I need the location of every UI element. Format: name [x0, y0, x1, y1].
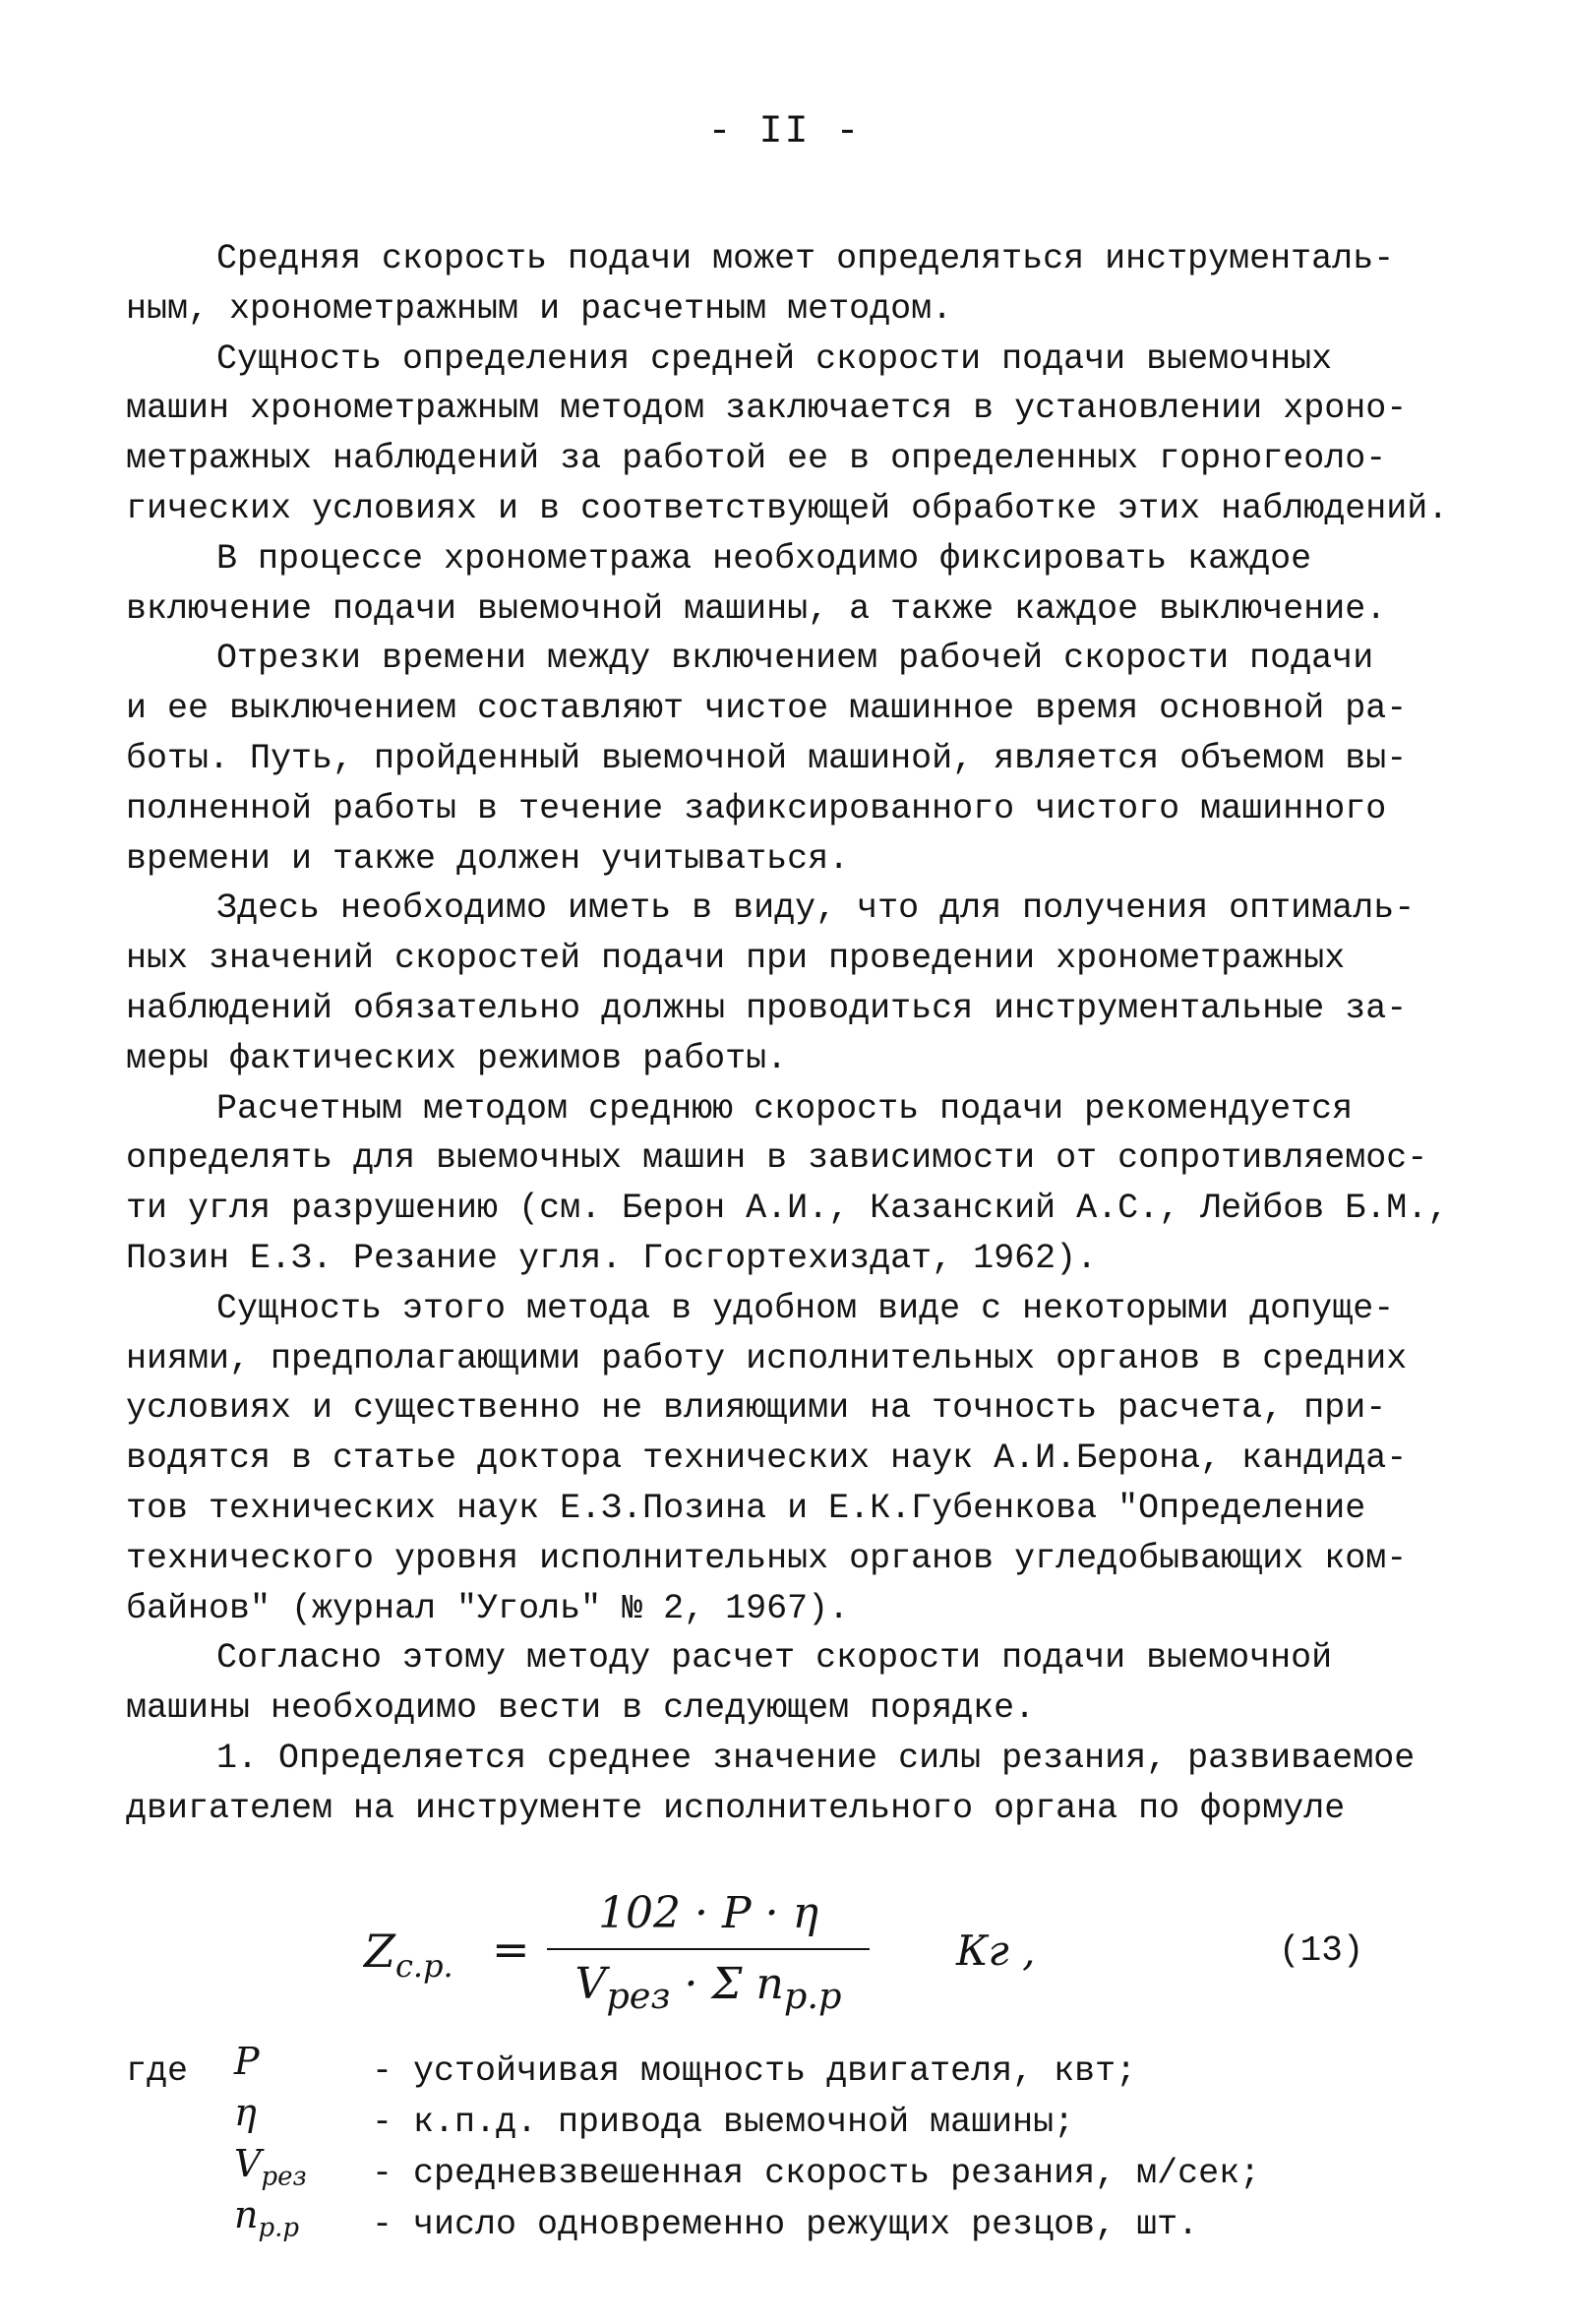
paragraph-9: 1. Определяется среднее значение силы резания, развиваемое двигателем на инструменте исполнительного органа по формуле — [126, 1738, 1416, 1828]
paragraph-4: Отрезки времени между включением рабочей скорости подачи и ее выключением составляют чистое машинное время основной ра- боты. Путь, пройденный выемочной машиной, является объемом вы- полненной работы в течение зафиксированного чистого машинного времени и также должен учитываться. — [126, 639, 1408, 879]
page-number: - II - — [707, 110, 862, 154]
legend-symbol — [234, 2091, 372, 2141]
legend-text: - число одновременно режущих резцов, шт. — [372, 2205, 1199, 2244]
fraction-bar — [547, 1948, 870, 1950]
formula-lhs-subscript: c.p. — [394, 1947, 453, 1986]
legend-text: - средневзвешенная скорость резания, м/сек; — [372, 2154, 1261, 2193]
body-text — [126, 234, 1464, 1834]
formula-equals: = — [492, 1923, 530, 1976]
legend-text: - к.п.д. привода выемочной машины; — [372, 2103, 1075, 2142]
paragraph-1: Средняя скорость подачи может определяться инструменталь- ным, хронометражным и расчетным методом. — [126, 239, 1395, 329]
legend-symbol-main: n — [234, 2193, 259, 2236]
legend-symbol-sub: рез — [261, 2162, 307, 2192]
formula-lhs-symbol: Z — [364, 1925, 395, 1978]
formula-13 — [354, 1883, 1364, 2031]
formula-legend — [126, 2042, 1483, 2246]
denominator-v: V — [574, 1959, 607, 2009]
denominator-v-subscript: рез — [606, 1974, 671, 2017]
legend-row — [126, 2144, 1483, 2195]
legend-row — [126, 2195, 1483, 2246]
legend-row — [126, 2093, 1483, 2144]
formula-unit: Кг , — [956, 1926, 1036, 1975]
legend-symbol-sub: р.р — [258, 2213, 300, 2243]
paragraph-6: Расчетным методом среднюю скорость подачи рекомендуется определять для выемочных машин в зависимости от сопротивляемос- ти угля разрушению (см. Берон А.И., Казанский А.С., Лейбов Б.М., Позин Е.З. Резание угля. Госгортехиздат, 1962). — [126, 1088, 1449, 1278]
legend-symbol-main: V — [234, 2142, 262, 2185]
legend-symbol — [234, 2193, 372, 2243]
paragraph-8: Согласно этому методу расчет скорости подачи выемочной машины необходимо вести в следующем порядке. — [126, 1638, 1333, 1729]
formula-lhs — [364, 1925, 453, 1985]
denominator-rest: · Σ n — [670, 1959, 784, 2009]
paragraph-3: В процессе хронометража необходимо фиксировать каждое включение подачи выемочной машины, а также каждое выключение. — [126, 538, 1387, 629]
paragraph-7: Сущность этого метода в удобном виде с некоторыми допуще- ниями, предполагающими работу исполнительных органов в средних условиях и существенно не влияющими на точность расчета, при- водятся в статье доктора технических наук А.И.Берона, кандида- тов технических наук Е.З.Позина и Е.К.Губенкова "Определение технического уровня исполнительных органов угледобывающих ком- байнов" (журнал "Уголь" № 2, 1967). — [126, 1288, 1408, 1628]
legend-symbol — [234, 2040, 372, 2090]
formula-numerator: 102 · P · η — [598, 1888, 818, 1938]
denominator-n-subscript: р.р — [783, 1974, 842, 2017]
formula-number: (13) — [1279, 1930, 1364, 1971]
legend-symbol-main: P — [234, 2040, 260, 2083]
legend-text: - устойчивая мощность двигателя, квт; — [372, 2051, 1137, 2091]
formula-fraction — [541, 1883, 875, 2027]
legend-symbol — [234, 2142, 372, 2192]
paragraph-5: Здесь необходимо иметь в виду, что для получения оптималь- ных значений скоростей подачи при проведении хронометражных наблюдений обязательно должны проводиться инструментальные за- меры фактических режимов работы. — [126, 888, 1416, 1078]
legend-symbol-main: η — [234, 2091, 257, 2134]
legend-row — [126, 2042, 1483, 2093]
formula-denominator — [541, 1954, 875, 2027]
paragraph-2: Сущность определения средней скорости подачи выемочных машин хронометражным методом заключается в установлении хроно- метражных наблюдений за работой ее в определенных горногеоло- гических условиях и в соответствующей обработке этих наблюдений. — [126, 338, 1449, 528]
legend-lead: где — [126, 2051, 189, 2091]
